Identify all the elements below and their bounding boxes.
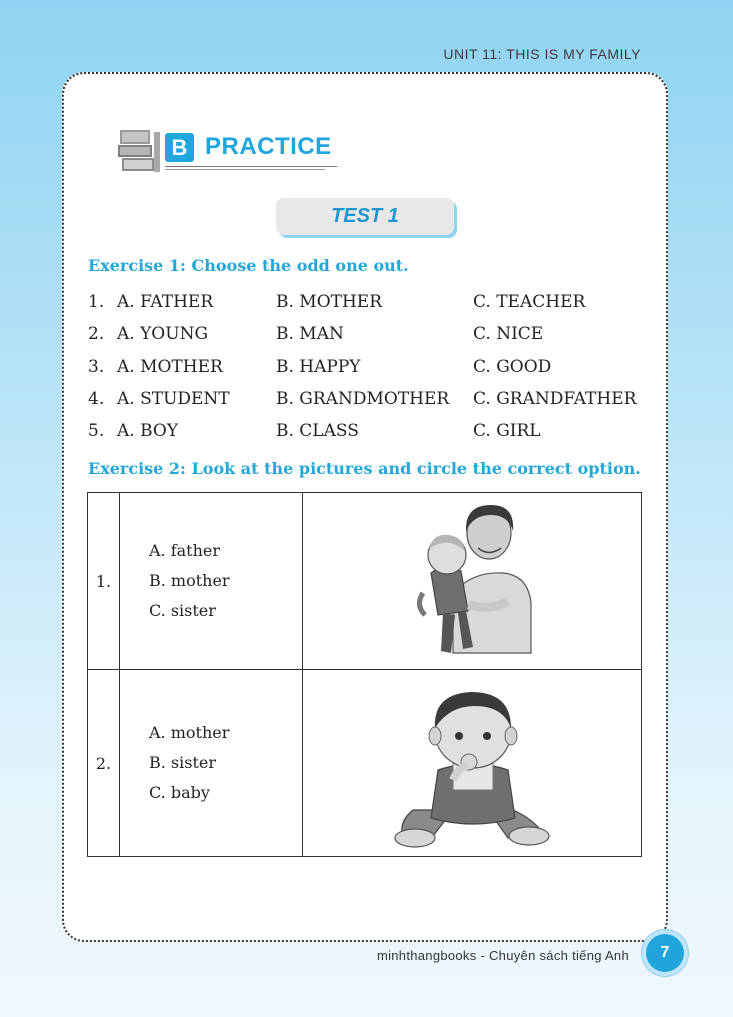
option-c: C. GOOD [473, 357, 552, 377]
item-number: 2. [88, 324, 105, 344]
exercise2-table [87, 492, 642, 857]
option-a: A. BOY [117, 421, 179, 441]
father-holding-child-illustration [303, 493, 641, 665]
option-c: C. NICE [473, 324, 544, 344]
option-b: B. mother [148, 571, 230, 590]
item-number: 3. [88, 357, 105, 377]
option-b: B. CLASS [276, 421, 359, 441]
option-a: A. FATHER [117, 292, 214, 312]
exercise2-heading: Exercise 2: Look at the pictures and circle the correct option. [88, 459, 641, 478]
exercise1-row [88, 421, 648, 445]
page-number: 7 [646, 934, 684, 972]
option-a: A. MOTHER [117, 357, 223, 377]
unit-title: UNIT 11: THIS IS MY FAMILY [443, 46, 641, 62]
table-row [88, 493, 642, 670]
table-row [88, 670, 642, 857]
option-a: A. mother [148, 723, 230, 742]
section-title: PRACTICE [205, 133, 332, 160]
option-c: C. baby [148, 783, 210, 802]
exercise1-heading: Exercise 1: Choose the odd one out. [88, 256, 409, 275]
exercise1-row [88, 389, 648, 413]
option-a: A. father [148, 541, 221, 560]
item-number: 1. [88, 493, 120, 670]
option-c: C. sister [148, 601, 216, 620]
options-cell [119, 670, 302, 857]
books-icon [118, 128, 162, 174]
options-cell [119, 493, 302, 670]
option-b: B. MAN [276, 324, 344, 344]
footer-text: minhthangbooks - Chuyên sách tiếng Anh [376, 948, 629, 963]
section-letter: B [165, 133, 194, 162]
test-label: TEST 1 [276, 198, 454, 235]
option-b: B. sister [148, 753, 216, 772]
option-b: B. HAPPY [276, 357, 361, 377]
item-number: 1. [88, 292, 105, 312]
item-number: 2. [88, 670, 120, 857]
item-number: 5. [88, 421, 105, 441]
option-c: C. GRANDFATHER [473, 389, 637, 409]
exercise1-row [88, 292, 648, 316]
option-c: C. TEACHER [473, 292, 586, 312]
item-number: 4. [88, 389, 105, 409]
exercise1-row [88, 357, 648, 381]
baby-sitting-illustration [303, 670, 641, 852]
title-underline [165, 169, 325, 170]
title-underline [165, 166, 337, 167]
option-b: B. GRANDMOTHER [276, 389, 450, 409]
option-a: A. YOUNG [117, 324, 209, 344]
option-a: A. STUDENT [117, 389, 230, 409]
picture-cell [303, 670, 642, 857]
option-b: B. MOTHER [276, 292, 383, 312]
exercise1-row [88, 324, 648, 348]
option-c: C. GIRL [473, 421, 541, 441]
picture-cell [303, 493, 642, 670]
